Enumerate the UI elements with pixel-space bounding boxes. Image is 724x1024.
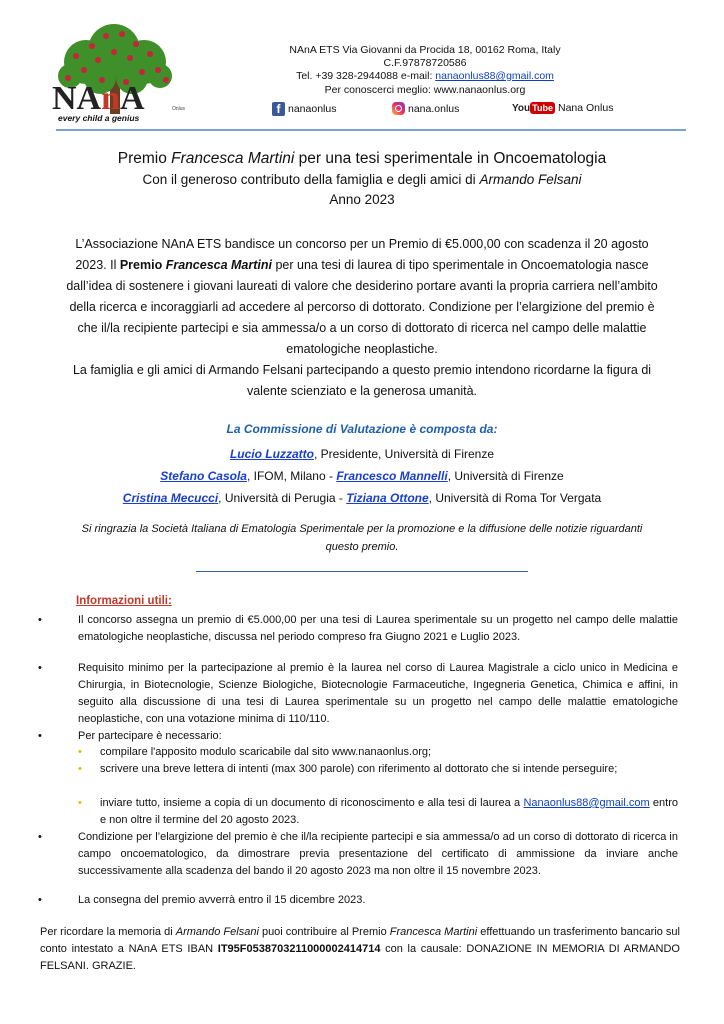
page-title: Premio Francesca Martini per una tesi sperimentale in Oncoematologia (117, 150, 607, 167)
bullet-icon: • (38, 730, 42, 742)
commission-member: Cristina Mecucci, Università di Perugia - Tiziana Ottone, Università di Roma Tor Vergata (122, 491, 602, 505)
logo-wordmark: NAnA (52, 80, 145, 117)
address-line: NAnA ETS Via Giovanni da Procida 18, 00162 Roma, Italy (289, 44, 561, 56)
section-divider (196, 571, 528, 572)
list-item: • Requisito minimo per la partecipazione al premio è la laurea nel corso di Laurea Magistrale a ciclo unico in Medicina e Chirurgia, in Biotecnologie, Scienze Biologiche, Biotecnologie Farmaceutiche, Ingegneria Genetica, Chimica e affini, in seguito alla discussione di una tesi di Laurea sperimentale su un progetto nel campo delle malattie ematologiche neoplastiche, con una votazione minima di 110/110. (38, 662, 678, 725)
instagram-icon (392, 102, 405, 115)
instagram-link[interactable] (392, 102, 459, 115)
closing-paragraph: Per ricordare la memoria di Armando Felsani puoi contribuire al Premio Francesca Martini effettuando un trasferimento bancario sul conto intestato a NAnA ETS IBAN IT95F0538703211000002414714 con la causale: DONAZIONE IN MEMORIA DI ARMANDO FELSANI. GRAZIE. (40, 926, 680, 972)
thanks-note: Si ringrazia la Società Italiana di Ematologia Sperimentale per la promozione e la diffusione delle notizie riguardanti questo premio. (81, 523, 643, 553)
header-divider (56, 129, 686, 131)
bullet-icon: • (78, 763, 82, 775)
bullet-icon: • (38, 894, 42, 906)
bullet-icon: • (78, 746, 82, 758)
youtube-link[interactable] (512, 102, 613, 114)
iban: IT95F0538703211000002414714 (217, 943, 381, 955)
info-heading: Informazioni utili: (76, 595, 172, 607)
commission-heading: La Commissione di Valutazione è composta da: (226, 422, 498, 436)
list-item: • Per partecipare è necessario: (38, 728, 678, 745)
family-paragraph: La famiglia e gli amici di Armando Felsani partecipando a questo premio intendono ricordarne la figura di valente scienziato e la generosa umanità. (72, 363, 652, 398)
page-subtitle: Con il generoso contributo della famiglia e degli amici di Armando Felsani (142, 172, 582, 187)
website-line: Per conoscerci meglio: www.nanaonlus.org (324, 84, 526, 96)
fiscal-code: C.F.97878720586 (383, 57, 467, 69)
list-item: • Condizione per l’elargizione del premio è che il/la recipiente partecipi e sia ammessa/o ad un corso di dottorato di ricerca in campo oncoematologico, da dimostrare previa presentazione del certificato di ammissione da inviare anche successivamente alla scadenza del bando il 20 agosto 2023 ma non oltre il 15 novembre 2023. (38, 831, 678, 877)
list-item: • Il concorso assegna un premio di €5.000,00 per una tesi di Laurea sperimentale su un progetto nel campo delle malattie ematologiche neoplastiche, discussa nel periodo compreso fra Giugno 2021 e Luglio 2023. (38, 614, 678, 643)
email-link[interactable]: nanaonlus88@gmail.com (435, 70, 554, 82)
bullet-icon: • (78, 797, 82, 809)
facebook-link[interactable] (272, 102, 336, 116)
bullet-icon: • (38, 662, 42, 674)
logo-tagline: every child a genius (58, 113, 140, 123)
sub-list-item: • scrivere una breve lettera di intenti (max 300 parole) con riferimento al dottorato che si intende perseguire; (78, 761, 678, 778)
logo-suffix: Onlus (172, 106, 186, 112)
bullet-icon: • (38, 614, 42, 626)
intro-paragraph: L’Associazione NAnA ETS bandisce un concorso per un Premio di €5.000,00 con scadenza il 20 agosto 2023. Il Premio Francesca Martini per una tesi di laurea di tipo sperimentale in Oncoematologia nasce dall’idea di sostenere i giovani laureati di valore che desiderino portare avanti la propria carriera nell’ambito della ricerca e incoraggiarli ad accedere al percorso di dottorato. Condizione per l’elargizione del premio è che il/la recipiente partecipi e sia ammessa/o a un corso di dottorato di ricerca nel campo delle malattie ematologiche neoplastiche. (66, 237, 658, 356)
instagram-label: nana.onlus (408, 102, 460, 115)
commission-member: Stefano Casola, IFOM, Milano - Francesco Mannelli, Università di Firenze (160, 469, 564, 483)
page-year: Anno 2023 (329, 192, 395, 207)
contact-line: Tel. +39 328-2944088 e-mail: nanaonlus88@gmail.com (296, 70, 554, 82)
facebook-icon: f (272, 102, 285, 116)
list-item: • La consegna del premio avverrà entro il 15 dicembre 2023. (38, 892, 678, 909)
commission-member: Lucio Luzzatto, Presidente, Università di Firenze (229, 447, 495, 461)
youtube-icon: You Tube (512, 103, 553, 114)
sub-list-item: • inviare tutto, insieme a copia di un documento di riconoscimento e alla tesi di laurea a Nanaonlus88@gmail.com entro e non oltre il termine del 20 agosto 2023. (78, 797, 678, 826)
youtube-label: Nana Onlus (558, 102, 614, 114)
facebook-label: nanaonlus (288, 103, 337, 115)
sub-list-item: • compilare l'apposito modulo scaricabile dal sito www.nanaonlus.org; (78, 744, 678, 761)
email-link[interactable]: Nanaonlus88@gmail.com (523, 797, 650, 809)
bullet-icon: • (38, 831, 42, 843)
